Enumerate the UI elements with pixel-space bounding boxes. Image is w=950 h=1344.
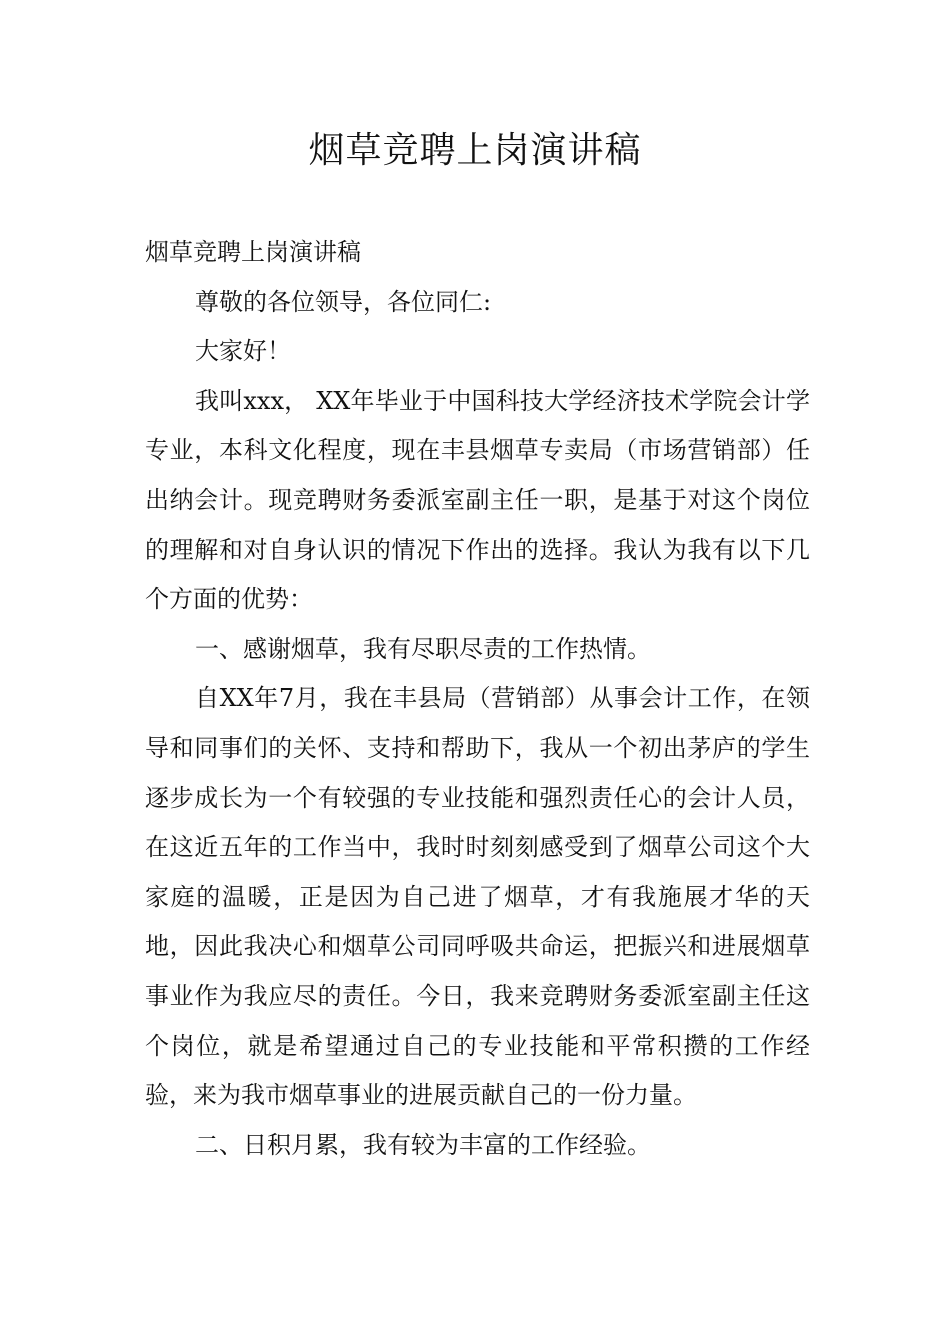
paragraph-point-one-detail: 自XX年7月，我在丰县局（营销部）从事会计工作，在领导和同事们的关怀、支持和帮助下，我从一个初出茅庐的学生逐步成长为一个有较强的专业技能和强烈责任心的会计人员，在这近五年的工作当中，我时时刻刻感受到了烟草公司这个大家庭的温暖，正是因为自己进了烟草，才有我施展才华的天地，因此我决心和烟草公司同呼吸共命运，把振兴和进展烟草事业作为我应尽的责任。今日，我来竞聘财务委派室副主任这个岗位，就是希望通过自己的专业技能和平常积攒的工作经验，来为我市烟草事业的进展贡献自己的一份力量。 (145, 684, 810, 1110)
paragraph-point-one: 一、感谢烟草，我有尽职尽责的工作热情。 (195, 634, 651, 663)
document-body (145, 228, 810, 1170)
document-title: 烟草竞聘上岗演讲稿 (308, 130, 642, 171)
paragraph-greeting: 大家好！ (195, 337, 291, 366)
paragraph-point-two: 二、日积月累，我有较为丰富的工作经验。 (195, 1130, 651, 1159)
paragraph-introduction: 我叫xxx， XX年毕业于中国科技大学经济技术学院会计学专业，本科文化程度，现在丰县烟草专卖局（市场营销部）任出纳会计。现竞聘财务委派室副主任一职，是基于对这个岗位的理解和对自身认识的情况下作出的选择。我认为我有以下几个方面的优势： (145, 386, 810, 614)
paragraph-salutation: 尊敬的各位领导，各位同仁: (195, 287, 492, 316)
paragraph-heading: 烟草竞聘上岗演讲稿 (145, 238, 361, 266)
